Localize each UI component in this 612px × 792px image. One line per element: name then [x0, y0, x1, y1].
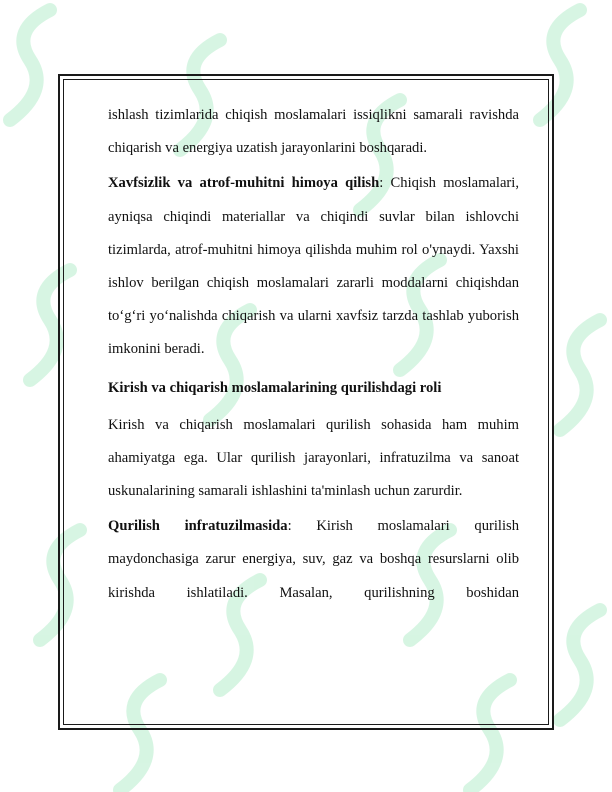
paragraph-intro — [108, 409, 519, 509]
paragraph-text: Kirish moslamalari qurilish maydonchasiga zarur energiya, suv, gaz va boshqa resurslarni olib kirishda ishlatiladi. Masalan, qurilishning boshidan — [108, 518, 519, 601]
paragraph-title: Xavfsizlik va atrof-muhitni himoya qilish — [108, 175, 380, 192]
paragraph-text: Kirish va chiqarish moslamalari qurilish sohasida ham muhim ahamiyatga ega. Ular qurilish jarayonlari, infratuzilma va sanoat uskunalarining samarali ishlashini ta'minlash uchun zarurdir. — [108, 416, 519, 500]
paragraph-continuation — [108, 99, 519, 165]
paragraph-title: Qurilish infratuzilmasida — [108, 518, 288, 535]
section-heading: Kirish va chiqarish moslamalarining qurilishdagi roli — [108, 379, 442, 396]
paragraph-safety — [108, 167, 519, 366]
paragraph-text: Chiqish moslamalari, ayniqsa chiqindi materiallar va chiqindi suvlar bilan ishlovchi tizimlarda, atrof-muhitni himoya qilishda muhim rol o'ynaydi. Yaxshi ishlov berilgan chiqish moslamalari zararli moddalarni chiqishdan to‘g‘ri yo‘nalishda chiqarish va ularni xavfsiz tarzda tashlab yuborish imkonini beradi. — [108, 175, 519, 358]
title-separator: : — [287, 518, 292, 535]
paragraph-infrastructure — [108, 510, 519, 610]
document-body — [108, 99, 519, 612]
title-separator: : — [379, 175, 384, 192]
paragraph-text: ishlash tizimlarida chiqish moslamalari issiqlikni samarali ravishda chiqarish va energiya uzatish jarayonlarini boshqaradi. — [108, 107, 519, 157]
